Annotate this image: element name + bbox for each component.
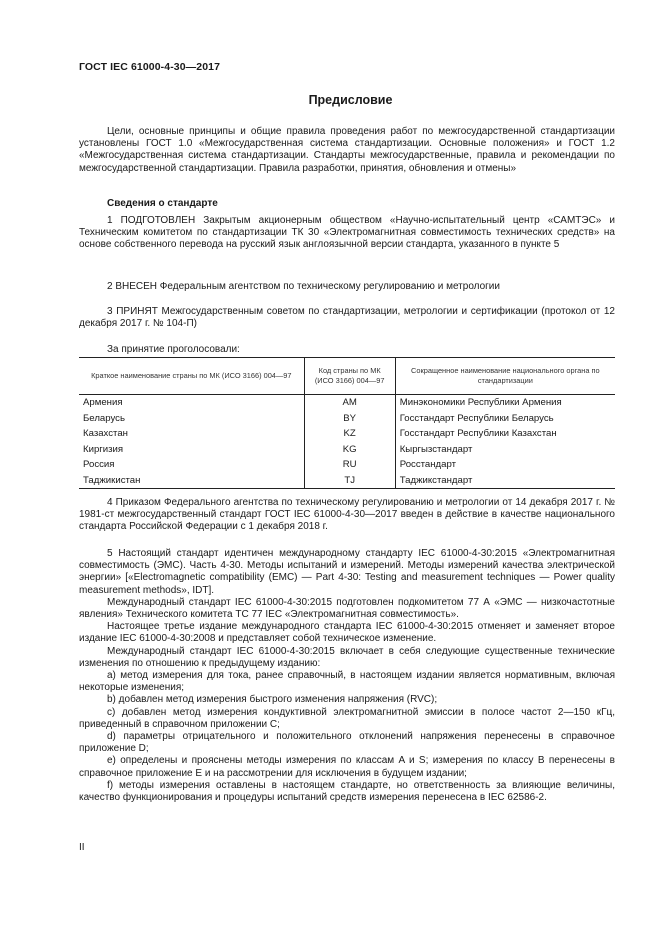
item-3-block [79,306,615,330]
item-5-paragraph-2: Международный стандарт IEC 61000-4-30:2015 подготовлен подкомитетом 77 А «ЭМС — низкочастотные явления» Технического комитета ТС 77 IEC «Электромагнитная совместимость». [79,596,615,621]
change-item-c: c) добавлен метод измерения кондуктивной электромагнитной эмиссии в полосе частот 2—150 кГц, приведенный в справочном приложении C; [79,706,615,730]
table-row [79,395,615,411]
country-cell: Россия [83,459,115,470]
country-cell: Армения [83,397,123,408]
intro-block [79,126,615,175]
code-cell: KZ [304,426,395,442]
table-header-row [79,358,615,395]
code-cell: AM [304,395,395,411]
item-5-block [79,548,615,804]
document-id: ГОСТ IEC 61000-4-30—2017 [79,61,221,73]
body-cell: Госстандарт Республики Казахстан [395,426,615,442]
item-3-paragraph: 3 ПРИНЯТ Межгосударственным советом по стандартизации, метрологии и сертификации (протокол от 12 декабря 2017 г. № 104-П) [79,306,615,330]
item-4-paragraph: 4 Приказом Федерального агентства по техническому регулированию и метрологии от 14 декабря 2017 г. № 1981-ст межгосударственный стандарт ГОСТ IEC 61000-4-30—2017 введен в действие в качестве национального стандарта Российской Федерации с 1 декабря 2018 г. [79,497,615,533]
body-cell: Госстандарт Республики Беларусь [395,411,615,427]
item-5-paragraph-3: Настоящее третье издание международного стандарта IEC 61000-4-30:2015 отменяет и заменяет второе издание IEC 61000-4-30:2008 и представляет собой техническое изменение. [79,621,615,645]
column-header-country: Краткое наименование страны по МК (ИСО 3166) 004—97 [79,358,304,395]
code-cell: RU [304,457,395,473]
body-cell: Росстандарт [395,457,615,473]
table-row [79,411,615,427]
item-5-paragraph-4: Международный стандарт IEC 61000-4-30:2015 включает в себя следующие существенные технические изменения по отношению к предыдущему изданию: [79,645,615,669]
info-heading: Сведения о стандарте [107,198,218,209]
change-item-a: a) метод измерения для тока, ранее справочный, в настоящем издании является нормативным, включая некоторые изменения; [79,670,615,694]
body-cell: Минэкономики Республики Армения [395,395,615,411]
item-4-block [79,497,615,534]
change-item-d: d) параметры отрицательного и положительного отклонений напряжения перенесены в справочное приложение D; [79,731,615,755]
standard-info-block [79,198,615,210]
item-2-block [79,281,615,293]
voting-table [79,357,615,489]
voted-block [79,344,615,356]
country-cell: Киргизия [83,443,124,455]
country-cell: Беларусь [83,412,125,424]
country-cell: Казахстан [83,428,128,439]
table-row [79,426,615,442]
page-number: II [79,842,85,853]
table-row [79,473,615,489]
code-cell: KG [304,442,395,458]
item-1-block [79,215,615,252]
item-5-paragraph-1: 5 Настоящий стандарт идентичен международному стандарту IEC 61000-4-30:2015 «Электромагнитная совместимость (ЭМС). Часть 4-30. Методы испытаний и измерений. Методы измерений качества электрической энергии» [«Electromagnetic compatibility (EMC) — Part 4-30: Testing and measurement techniques — Power quality measurement methods», IDT]. [79,548,615,596]
change-item-b: b) добавлен метод измерения быстрого изменения напряжения (RVC); [107,694,438,706]
column-header-code: Код страны по МК (ИСО 3166) 004—97 [304,358,395,395]
column-header-body: Сокращенное наименование национального органа по стандартизации [395,358,615,395]
change-item-e: e) определены и прояснены методы измерения по классам A и S; измерения по классу B перенесены в справочное приложение E и на рассмотрении для исключения в будущем издании; [79,755,615,779]
table-row [79,457,615,473]
voted-label: За принятие проголосовали: [107,344,240,355]
country-cell: Таджикистан [79,473,304,489]
table-row [79,442,615,458]
intro-paragraph: Цели, основные принципы и общие правила проведения работ по межгосударственной стандартизации установлены ГОСТ 1.0 «Межгосударственная система стандартизации. Основные положения» и ГОСТ 1.2 «Межгосударственная система стандартизации. Стандарты межгосударственные, правила и рекомендации по межгосударственной стандартизации. Правила разработки, принятия, обновления и отмены» [79,126,615,174]
page-title: Предисловие [308,93,393,107]
change-item-f: f) методы измерения оставлены в настоящем стандарте, но ответственность за влияющие величины, качество функционирования и процедуры испытаний средств измерения перенесена в IEC 62586-2. [79,779,615,804]
body-cell: Кыргызстандарт [395,442,615,458]
body-cell: Таджикстандарт [395,473,615,489]
item-2-paragraph: 2 ВНЕСЕН Федеральным агентством по техническому регулированию и метрологии [107,281,500,292]
item-1-paragraph: 1 ПОДГОТОВЛЕН Закрытым акционерным обществом «Научно-испытательный центр «САМТЭС» и Техническим комитетом по стандартизации ТК 30 «Электромагнитная совместимость технических средств» на основе собственного перевода на русский язык англоязычной версии стандарта, указанного в пункте 5 [79,215,615,251]
code-cell: BY [304,411,395,427]
code-cell: TJ [304,473,395,489]
